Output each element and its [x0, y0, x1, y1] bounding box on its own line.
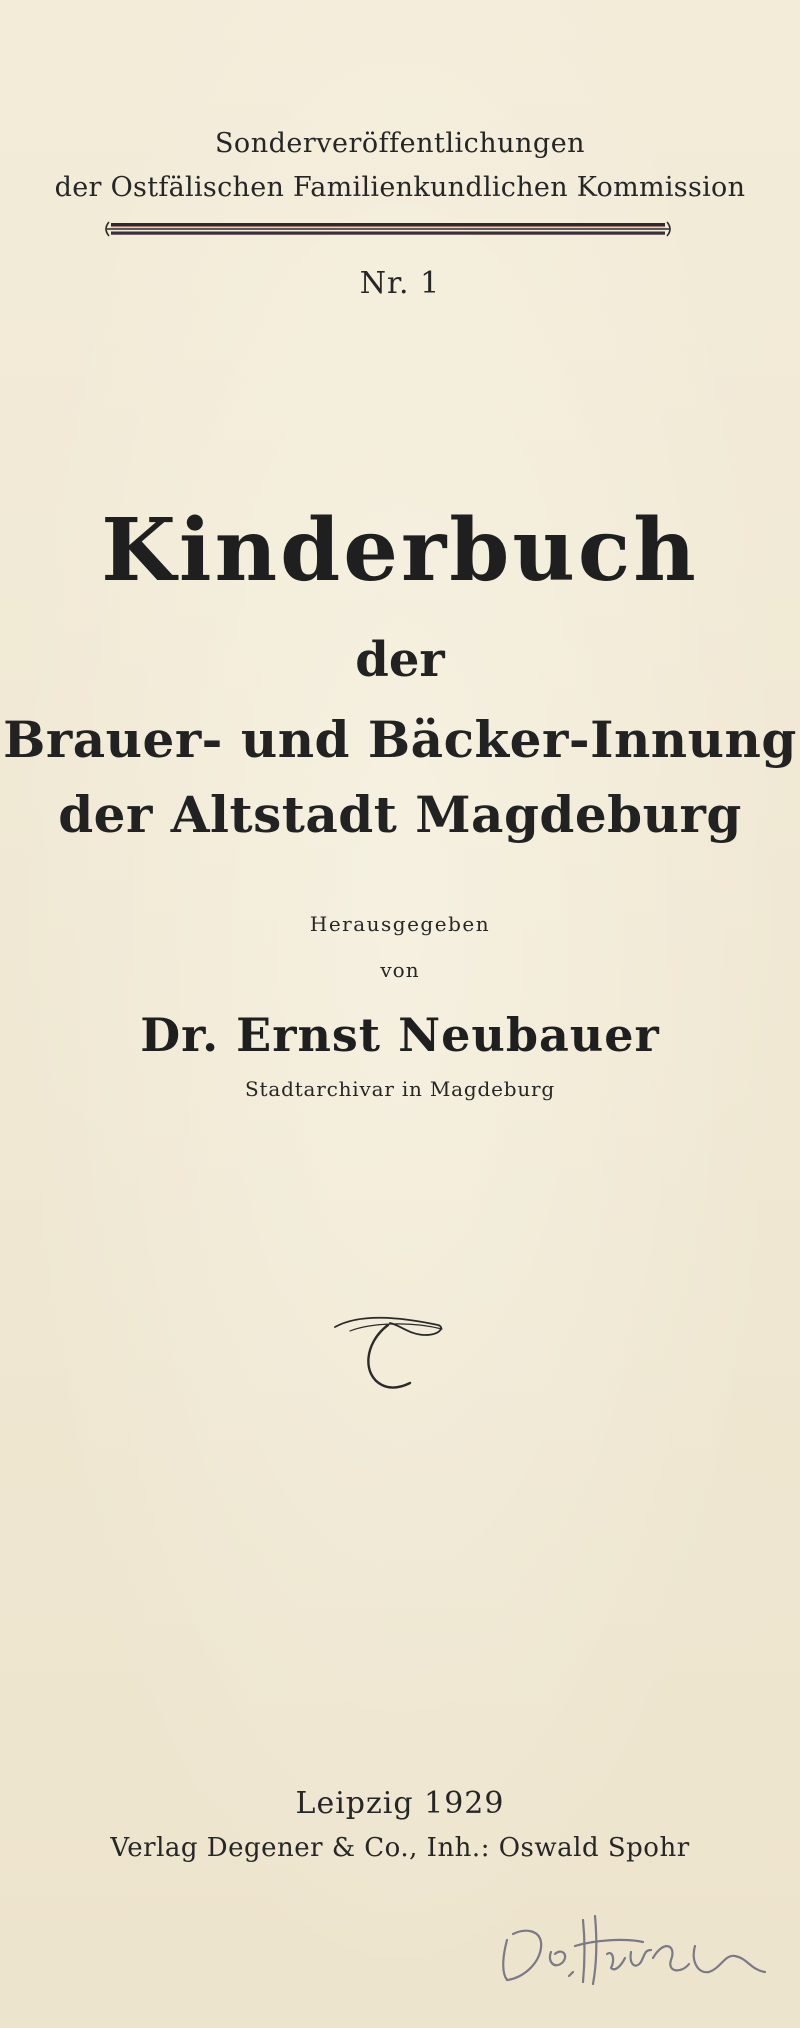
- series-number: Nr. 1: [359, 266, 441, 301]
- series-title: Sonderveröffentlichungen: [214, 128, 586, 159]
- ornament-flourish-icon: [330, 1295, 450, 1395]
- title-line-city: der Altstadt Magdeburg: [58, 785, 742, 844]
- book-title: Kinderbuch: [101, 500, 699, 601]
- editor-von: von: [380, 958, 420, 982]
- imprint-publisher: Verlag Degener & Co., Inh.: Oswald Spohr: [110, 1833, 690, 1863]
- decorative-rule: [103, 220, 673, 238]
- handwritten-signature: [485, 1880, 785, 2005]
- editor-name: Dr. Ernst Neubauer: [140, 1008, 660, 1062]
- editor-role: Stadtarchivar in Magdeburg: [245, 1077, 555, 1101]
- title-line-guild: Brauer- und Bäcker-Innung: [3, 710, 797, 769]
- imprint-place-year: Leipzig 1929: [295, 1786, 505, 1821]
- series-subtitle: der Ostfälischen Familienkundlichen Kommission: [54, 172, 746, 203]
- editor-prefix: Herausgegeben: [309, 912, 491, 936]
- title-line-der: der: [355, 632, 445, 688]
